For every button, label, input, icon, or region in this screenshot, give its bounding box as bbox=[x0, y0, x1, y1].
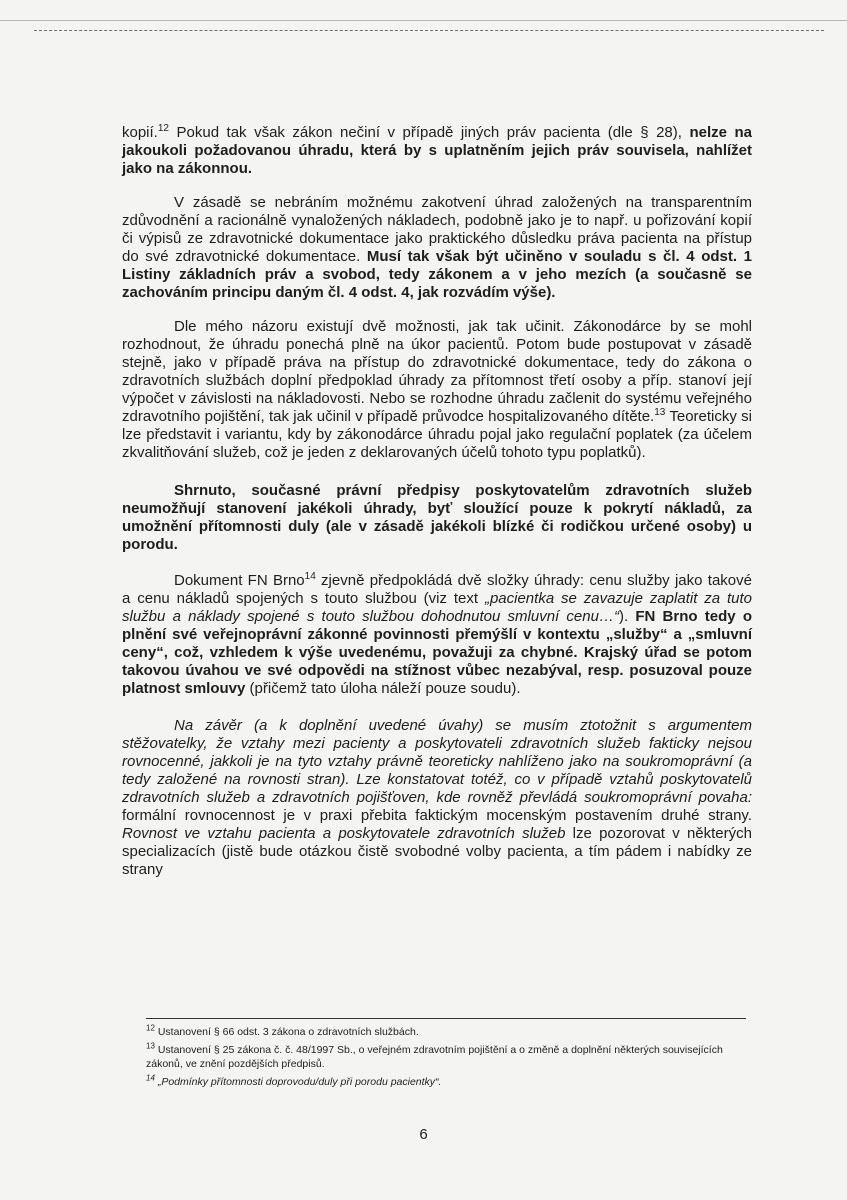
text-run: formální rovnocennost je v praxi přebita faktickým mocenským postavením druhé strany. bbox=[122, 807, 752, 824]
footnote-ref-12[interactable]: 12 bbox=[157, 123, 169, 134]
footnote-text: Ustanovení § 66 odst. 3 zákona o zdravotních službách. bbox=[157, 1026, 419, 1038]
footnote-13 bbox=[146, 1043, 746, 1071]
text-run: (přičemž tato úloha náleží pouze soudu). bbox=[245, 680, 521, 697]
footnote-number: 13 bbox=[146, 1041, 155, 1051]
footnote-number: 12 bbox=[146, 1023, 155, 1033]
text-run: Dokument FN Brno bbox=[174, 572, 305, 589]
paragraph-4-summary bbox=[122, 482, 752, 554]
italic-text: Rovnost ve vztahu pacienta a poskytovatele zdravotních služeb bbox=[122, 825, 566, 842]
bold-text: FN Brno tedy o plnění své veřejnoprávní zákonné povinnosti přemýšlí v kontextu „služby“ a „smluvní ceny“, což, vzhledem k výše uvedenému, považuji za chybné. Krajský úřad se potom takovou úvahou ve své odpovědi na stížnost vůbec nezabýval, resp. posuzoval pouze platnost smlouvy bbox=[122, 608, 753, 697]
text-run: ). bbox=[618, 608, 636, 625]
bold-text: nelze na jakoukoli požadovanou úhradu, která by s uplatněním jejich práv souvisela, nahlížet jako na zákonnou. bbox=[122, 124, 753, 177]
text-run: V zásadě se nebráním možnému zakotvení úhrad založených na transparentním zdůvodnění a racionálně vynaložených nákladech, podobně jako je to např. u pořizování kopií či výpisů ze zdravotnické dokumentace jako praktického důsledku práva pacienta na přístup do své zdravotnické dokumentace. bbox=[122, 194, 752, 265]
footnote-number: 14 bbox=[146, 1073, 155, 1083]
paragraph-2 bbox=[122, 194, 752, 302]
paragraph-3 bbox=[122, 318, 752, 462]
footnote-ref-13[interactable]: 13 bbox=[654, 407, 666, 418]
footnote-ref-14[interactable]: 14 bbox=[304, 571, 316, 582]
paragraph-1 bbox=[122, 124, 752, 178]
text-run: kopií. bbox=[122, 124, 158, 141]
footnote-text: „Podmínky přítomnosti doprovodu/duly při porodu pacientky“. bbox=[157, 1076, 442, 1088]
text-run: Pokud tak však zákon nečiní v případě jiných práv pacienta (dle § 28), bbox=[168, 124, 690, 141]
document-body bbox=[122, 124, 752, 879]
footnote-14 bbox=[146, 1075, 746, 1089]
italic-text: Na závěr (a k doplnění uvedené úvahy) se musím ztotožnit s argumentem stěžovatelky, že vztahy mezi pacienty a poskytovateli zdravotních služeb fakticky nejsou rovnocenné, jakkoli je na tyto vztahy právně teoreticky nahlíženo jako na soukromoprávní (a tedy založené na rovnosti stran). Lze konstatovat totéž, co v případě vztahů poskytovatelů zdravotních služeb a zdravotních pojišťoven, kde rovněž převládá soukromoprávní povaha: bbox=[122, 717, 752, 806]
scan-header-line bbox=[34, 30, 824, 31]
text-run: zjevně předpokládá dvě složky úhrady: cenu služby jako takové a cenu nákladů spojených s touto službou (viz text bbox=[122, 572, 752, 607]
italic-quote: „pacientka se zavazuje zaplatit za tuto službu a náklady spojené s touto službou dohodnutou smluvní cenu…“ bbox=[122, 590, 752, 625]
scan-top-edge bbox=[0, 20, 847, 21]
footnote-text: Ustanovení § 25 zákona č. č. 48/1997 Sb., o veřejném zdravotním pojištění a o změně a doplnění některých souvisejících zákonů, ve znění pozdějších předpisů. bbox=[146, 1044, 723, 1070]
footnote-12 bbox=[146, 1025, 746, 1039]
footnotes bbox=[146, 1018, 746, 1093]
text-run: Teoreticky si lze představit i variantu, kdy by zákonodárce úhradu pojal jako regulační poplatek (za účelem zkvalitňování služeb, což je jeden z deklarovaných účelů tohoto typu poplatků). bbox=[122, 408, 752, 461]
bold-text: Musí tak však být učiněno v souladu s čl. 4 odst. 1 Listiny základních práv a svobod, tedy zákonem a v jeho mezích (a současně se zachováním principu daným čl. 4 odst. 4, jak rozvádím výše). bbox=[122, 248, 752, 301]
text-run: Dle mého názoru existují dvě možnosti, jak tak učinit. Zákonodárce by se mohl rozhodnout, že úhradu ponechá plně na úkor pacientů. Potom bude postupovat v zásadě stejně, jako v případě práva na přístup do zdravotnické dokumentace, tedy do zákona o zdravotních službách doplní předpoklad úhrady za přítomnost třetí osoby a příp. stanoví její výpočet v závislosti na nákladovosti. Nebo se rozhodne úhradu začlenit do systému veřejného zdravotního pojištění, tak jak učinil v případě průvodce hospitalizovaného dítěte. bbox=[122, 318, 752, 425]
page-number: 6 bbox=[419, 1126, 428, 1143]
bold-text: Shrnuto, současné právní předpisy poskytovatelům zdravotních služeb neumožňují stanovení jakékoli úhrady, byť sloužící pouze k pokrytí nákladů, za umožnění přítomnosti duly (ale v zásadě jakékoli blízké či rodičkou určené osoby) u porodu. bbox=[122, 482, 752, 553]
paragraph-6 bbox=[122, 717, 752, 879]
paragraph-5 bbox=[122, 572, 752, 698]
text-run: lze pozorovat v některých specializacích (jistě bude otázkou čistě svobodné volby pacienta, a tím pádem i nabídky ze strany bbox=[122, 825, 752, 878]
